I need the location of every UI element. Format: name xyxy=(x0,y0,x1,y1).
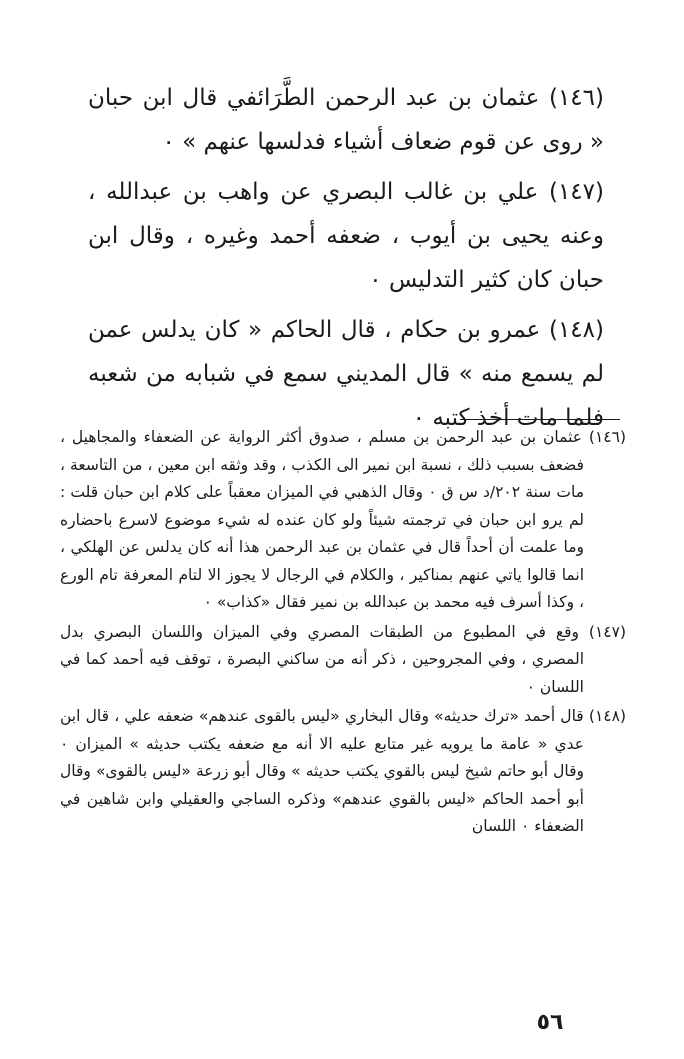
entry-148: (١٤٨) عمرو بن حكام ، قال الحاكم « كان يدلس عمن لم يسمع منه » قال المديني سمع في شبابه من شعبه فلما مات أخذ كتبه ٠ xyxy=(88,317,604,431)
entry-146: (١٤٦) عثمان بن عبد الرحمن الطَّرَائفي قال ابن حبان « روى عن قوم ضعاف أشياء فدلسها عنهم » ٠ xyxy=(88,85,604,155)
main-text xyxy=(88,76,604,446)
footnote-148: (١٤٨) قال أحمد «ترك حديثه» وقال البخاري «ليس بالقوى عندهم» ضعفه علي ، قال ابن عدي « عامة ما يرويه غير متابع عليه الا أنه مع ضعفه يكتب حديثه » الميزان ٠ وقال أبو حاتم شيخ ليس بالقوي يكتب حديثه » وقال أبو زرعة «ليس بالقوى» وقال أبو أحمد الحاكم «ليس بالقوي عندهم» وذكره الساجي والعقيلي وابن شاهين في الضعفاء ٠ اللسان xyxy=(60,707,626,835)
footnotes xyxy=(60,424,626,843)
entry-147: (١٤٧) علي بن غالب البصري عن واهب بن عبدالله ، وعنه يحيى بن أيوب ، ضعفه أحمد وغيره ، وقال ابن حبان كان كثير التدليس ٠ xyxy=(88,179,604,293)
footnote-divider xyxy=(460,419,620,420)
footnote-147: (١٤٧) وقع في المطبوع من الطبقات المصري وفي الميزان واللسان البصري بدل المصري ، وفي المجروحين ، ذكر أنه من ساكني البصرة ، توقف فيه أحمد كما في اللسان ٠ xyxy=(60,622,626,696)
page-number: ٥٦ xyxy=(536,1010,564,1035)
footnote-146: (١٤٦) عثمان بن عبد الرحمن بن مسلم ، صدوق أكثر الرواية عن الضعفاء والمجاهيل ، فضعف بسبب ذلك ، نسبة ابن نمير الى الكذب ، وقد وثقه ابن معين ، من التاسعة ، مات سنة ٢٠٢/د س ق ٠ وقال الذهبي في الميزان معقباً على كلام ابن حبان قلت : لم يرو ابن حبان في ترجمته شيئاً ولو كان عنده له شيء موضوع لاسرع باحضاره وما علمت أن أحداً قال في عثمان بن عبد الرحمن هذا أنه كان يدلس عن الهلكي ، انما قالوا ياتي عنهم بمناكير ، والكلام في الرجال لا يجوز الا لتام المعرفة تام الورع ، وكذا أسرف فيه محمد بن عبدالله بن نمير فقال «كذاب» ٠ xyxy=(60,428,626,611)
